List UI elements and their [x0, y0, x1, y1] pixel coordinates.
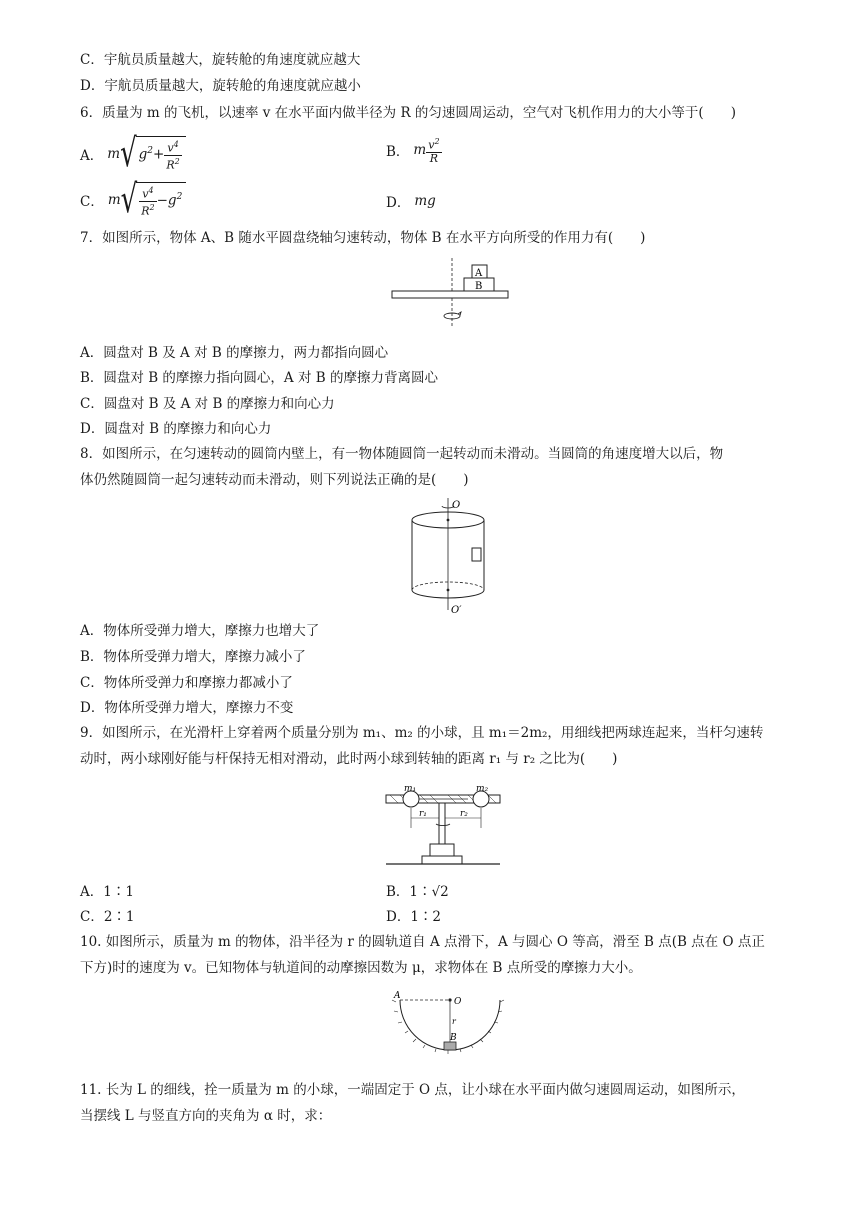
q6-option-c-label: C．	[80, 193, 104, 210]
q6-option-c-radicand: $\frac{v^4}{R^2}$ $-g^2$	[136, 182, 186, 217]
q6-option-d	[386, 191, 436, 211]
q7-option-b: B．圆盘对 B 的摩擦力指向圆心，A 对 B 的摩擦力背离圆心	[80, 370, 438, 386]
sqrt-icon: √	[120, 177, 138, 223]
q10-fig-label-r: r	[452, 1017, 456, 1026]
q8-fig-label-o: O	[452, 500, 461, 511]
q6-option-b	[386, 136, 442, 165]
q6-stem: 6．质量为 m 的飞机，以速率 v 在水平面内做半径为 R 的匀速圆周运动，空气对飞机作用力的大小等于( )	[80, 105, 736, 121]
q10-fig-label-o: O	[454, 997, 462, 1007]
q9-option-d: D．1∶2	[386, 909, 442, 925]
q8-figure-cylinder	[404, 498, 494, 618]
q6-option-a	[80, 131, 186, 177]
q9-fig-label-m2: m₂	[476, 784, 489, 794]
q7-stem: 7．如图所示，物体 A、B 随水平圆盘绕轴匀速转动，物体 B 在水平方向所受的作用力有( )	[80, 230, 646, 246]
q10-stem-line1: 10. 如图所示，质量为 m 的物体，沿半径为 r 的圆轨道自 A 点滑下，A 与圆心 O 等高，滑至 B 点(B 点在 O 点正	[80, 934, 765, 950]
q7-option-d: D．圆盘对 B 的摩擦力和向心力	[80, 421, 272, 437]
q5-option-c: C．宇航员质量越大，旋转舱的角速度就应越大	[80, 52, 361, 68]
q9-fig-label-r1: r₁	[419, 809, 427, 819]
q10-fig-label-a: A	[394, 991, 401, 1001]
q6-option-d-expr: mg	[414, 193, 436, 209]
q6-option-a-m: m	[107, 145, 121, 162]
q10-fig-label-b: B	[450, 1033, 457, 1043]
q9-stem-line1: 9．如图所示，在光滑杆上穿着两个质量分别为 m₁、m₂ 的小球，且 m₁＝2m₂，用细线把两球连起来，当杆匀速转	[80, 725, 764, 741]
q10-stem-line2: 下方)时的速度为 v。已知物体与轨道间的动摩擦因数为 μ，求物体在 B 点所受的摩擦力大小。	[80, 960, 642, 976]
q7-option-c: C．圆盘对 B 及 A 对 B 的摩擦力和向心力	[80, 396, 335, 412]
q9-stem-line2: 动时，两小球刚好能与杆保持无相对滑动，此时两小球到转轴的距离 r₁ 与 r₂ 之比为( )	[80, 751, 618, 767]
q9-figure-rod	[386, 784, 502, 868]
q8-stem-line1: 8．如图所示，在匀速转动的圆筒内壁上，有一物体随圆筒一起转动而未滑动。当圆筒的角速度增大以后，物	[80, 446, 724, 462]
q9-fig-label-r2: r₂	[460, 809, 468, 819]
q6-option-c-m: m	[107, 191, 121, 208]
q8-fig-label-o-prime: O′	[451, 605, 462, 616]
q9-fig-label-m1: m₁	[404, 784, 417, 794]
q11-stem-line2: 当摆线 L 与竖直方向的夹角为 α 时，求：	[80, 1108, 332, 1124]
q11-stem-line1: 11. 长为 L 的细线，拴一质量为 m 的小球，一端固定于 O 点，让小球在水平面内做匀速圆周运动，如图所示，	[80, 1082, 745, 1098]
q9-option-c: C．2∶1	[80, 909, 135, 925]
q6-option-d-label: D．	[386, 195, 411, 211]
q8-option-b: B．物体所受弹力增大，摩擦力减小了	[80, 649, 306, 665]
q7-fig-label-a: A	[475, 268, 483, 279]
sqrt-icon: √	[120, 131, 137, 177]
q8-stem-line2: 体仍然随圆筒一起匀速转动而未滑动，则下列说法正确的是( )	[80, 472, 469, 488]
q6-option-b-label: B．	[386, 144, 410, 161]
q6-option-c	[80, 177, 186, 223]
q6-option-b-m: m	[413, 142, 427, 159]
q9-option-b: B．1∶√2	[386, 884, 449, 900]
q10-figure-track	[390, 990, 506, 1058]
q9-option-a: A．1∶1	[80, 884, 134, 900]
q7-fig-label-b: B	[475, 281, 483, 292]
q8-option-c: C．物体所受弹力和摩擦力都减小了	[80, 675, 293, 691]
q7-option-a: A．圆盘对 B 及 A 对 B 的摩擦力，两力都指向圆心	[80, 345, 389, 361]
q6-option-a-radicand: $g^2+$ $\frac{v^4}{R^2}$	[136, 136, 186, 171]
q6-option-a-label: A．	[80, 147, 104, 164]
q8-option-a: A．物体所受弹力增大，摩擦力也增大了	[80, 623, 320, 639]
q5-option-d: D．宇航员质量越大，旋转舱的角速度就应越小	[80, 78, 361, 94]
q6-option-b-frac: $\frac{v^2}{R}$	[428, 137, 440, 165]
q8-option-d: D．物体所受弹力增大，摩擦力不变	[80, 700, 294, 716]
q7-figure-turntable	[392, 258, 512, 326]
